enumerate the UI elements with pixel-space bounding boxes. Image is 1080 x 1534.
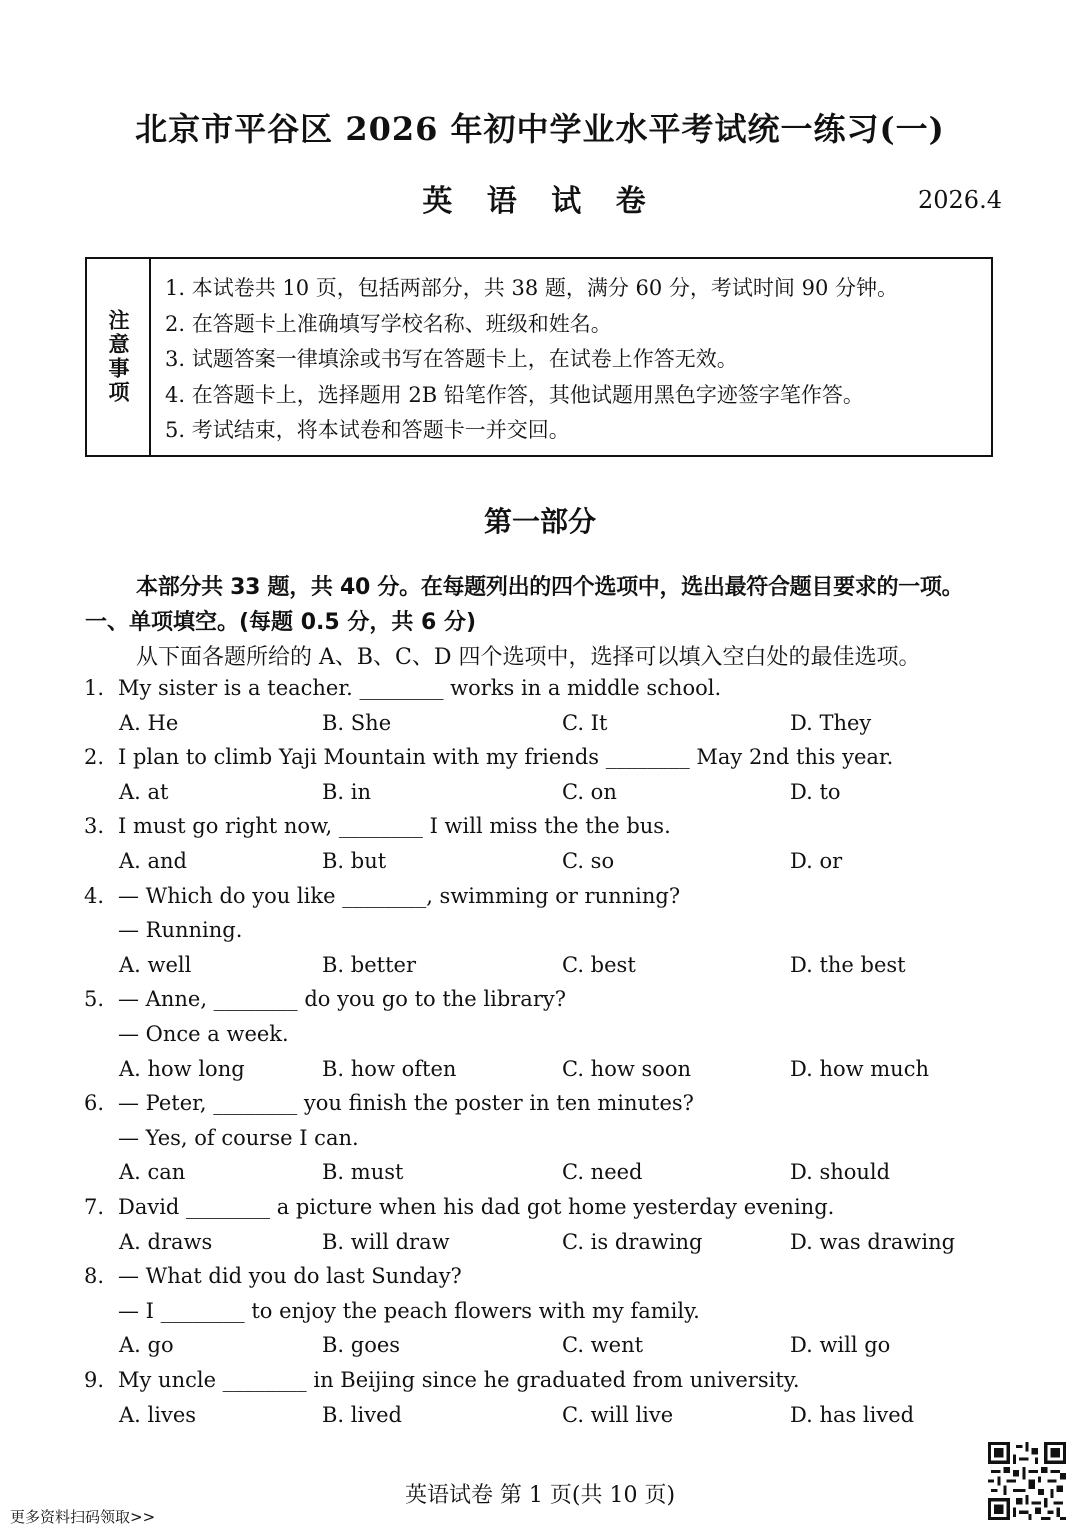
question-text: David ________ a picture when his dad got home yesterday evening. [118, 1195, 835, 1219]
answer-option: D. to [790, 779, 841, 804]
answer-option: B. must [322, 1160, 404, 1185]
answer-option: A. lives [119, 1402, 197, 1427]
answer-option: B. in [322, 779, 372, 804]
answer-option: C. It [562, 710, 608, 735]
question-text: I plan to climb Yaji Mountain with my friends ________ May 2nd this year. [118, 745, 894, 770]
answer-option: B. lived [322, 1402, 402, 1427]
answer-option: C. will live [562, 1402, 674, 1427]
question-text: — What did you do last Sunday? [118, 1264, 462, 1289]
answer-option: D. or [790, 849, 843, 873]
part-instruction: 从下面各题所给的 A、B、C、D 四个选项中，选择可以填入空白处的最佳选项。 [136, 645, 921, 670]
question-number: 5. [84, 987, 105, 1012]
question-text: — Anne, ________ do you go to the library? [118, 987, 566, 1012]
page-footer: 英语试卷 第 1 页(共 10 页) [404, 1483, 676, 1508]
question-text: — Yes, of course I can. [118, 1125, 359, 1150]
answer-option: B. how often [322, 1056, 457, 1081]
answer-option: A. go [119, 1333, 174, 1358]
answer-option: C. how soon [562, 1056, 692, 1081]
question-number: 9. [84, 1368, 105, 1392]
answer-option: A. He [119, 710, 179, 735]
answer-option: C. so [562, 849, 615, 873]
question-text: I must go right now, ________ I will miss the the bus. [118, 814, 671, 839]
notice-item: 5. 考试结束，将本试卷和答题卡一并交回。 [165, 418, 570, 442]
answer-option: D. has lived [790, 1402, 915, 1427]
exam-date: 2026.4 [918, 186, 1002, 214]
question-text: — I ________ to enjoy the peach flowers with my family. [118, 1298, 700, 1323]
exam-subtitle: 英 语 试 卷 [422, 184, 658, 219]
notice-item: 1. 本试卷共 10 页，包括两部分，共 38 题，满分 60 分，考试时间 90 分钟。 [165, 276, 898, 300]
answer-option: B. She [322, 710, 392, 735]
notice-item: 2. 在答题卡上准确填写学校名称、班级和姓名。 [165, 311, 612, 336]
answer-option: D. should [790, 1160, 891, 1185]
question-number: 1. [84, 676, 105, 700]
question-number: 2. [84, 745, 105, 770]
question-text: — Running. [118, 918, 243, 943]
more-resources-link[interactable]: 更多资料扫码领取>> [10, 1508, 156, 1526]
answer-option: C. on [562, 779, 617, 804]
question-text: — Once a week. [118, 1022, 289, 1046]
answer-option: C. best [562, 952, 636, 977]
notice-items [165, 271, 898, 449]
question-text: My sister is a teacher. ________ works in a middle school. [118, 676, 722, 700]
qr-code-icon[interactable] [988, 1442, 1066, 1520]
answer-option: D. was drawing [790, 1229, 956, 1254]
answer-option: B. but [322, 849, 387, 873]
section-intro: 本部分共 33 题，共 40 分。在每题列出的四个选项中，选出最符合题目要求的一项。 [136, 575, 964, 600]
answer-option: B. better [322, 952, 416, 977]
answer-option: D. the best [790, 952, 906, 977]
question-number: 6. [84, 1091, 105, 1116]
answer-option: C. is drawing [562, 1229, 703, 1254]
section-title: 第一部分 [483, 505, 596, 538]
answer-option: A. at [119, 779, 169, 804]
notice-item: 3. 试题答案一律填涂或书写在答题卡上，在试卷上作答无效。 [165, 347, 738, 371]
question-number: 7. [84, 1195, 105, 1219]
question-number: 4. [84, 883, 105, 908]
answer-option: D. how much [790, 1056, 929, 1081]
question-text: — Which do you like ________, swimming or running? [118, 883, 681, 908]
answer-option: C. went [562, 1333, 644, 1358]
part-heading: 一、单项填空。(每题 0.5 分，共 6 分) [85, 610, 477, 635]
answer-option: A. draws [119, 1229, 213, 1254]
question-number: 8. [84, 1264, 105, 1289]
answer-option: C. need [562, 1160, 643, 1185]
answer-option: B. will draw [322, 1229, 450, 1254]
notice-item: 4. 在答题卡上，选择题用 2B 铅笔作答，其他试题用黑色字迹签字笔作答。 [165, 382, 864, 407]
notice-label: 注意事项 [106, 309, 131, 405]
answer-option: A. can [119, 1160, 186, 1185]
answer-option: B. goes [322, 1333, 401, 1358]
answer-option: A. and [119, 849, 188, 873]
notice-label-cell [87, 259, 151, 455]
answer-option: D. They [790, 710, 872, 735]
answer-option: D. will go [790, 1333, 891, 1358]
answer-option: A. how long [119, 1056, 245, 1081]
question-number: 3. [84, 814, 105, 839]
question-text: My uncle ________ in Beijing since he graduated from university. [118, 1368, 800, 1392]
answer-option: A. well [119, 952, 192, 977]
notice-box [85, 257, 993, 457]
question-text: — Peter, ________ you finish the poster in ten minutes? [118, 1091, 694, 1116]
exam-title: 北京市平谷区 2026 年初中学业水平考试统一练习(一) [135, 110, 945, 148]
